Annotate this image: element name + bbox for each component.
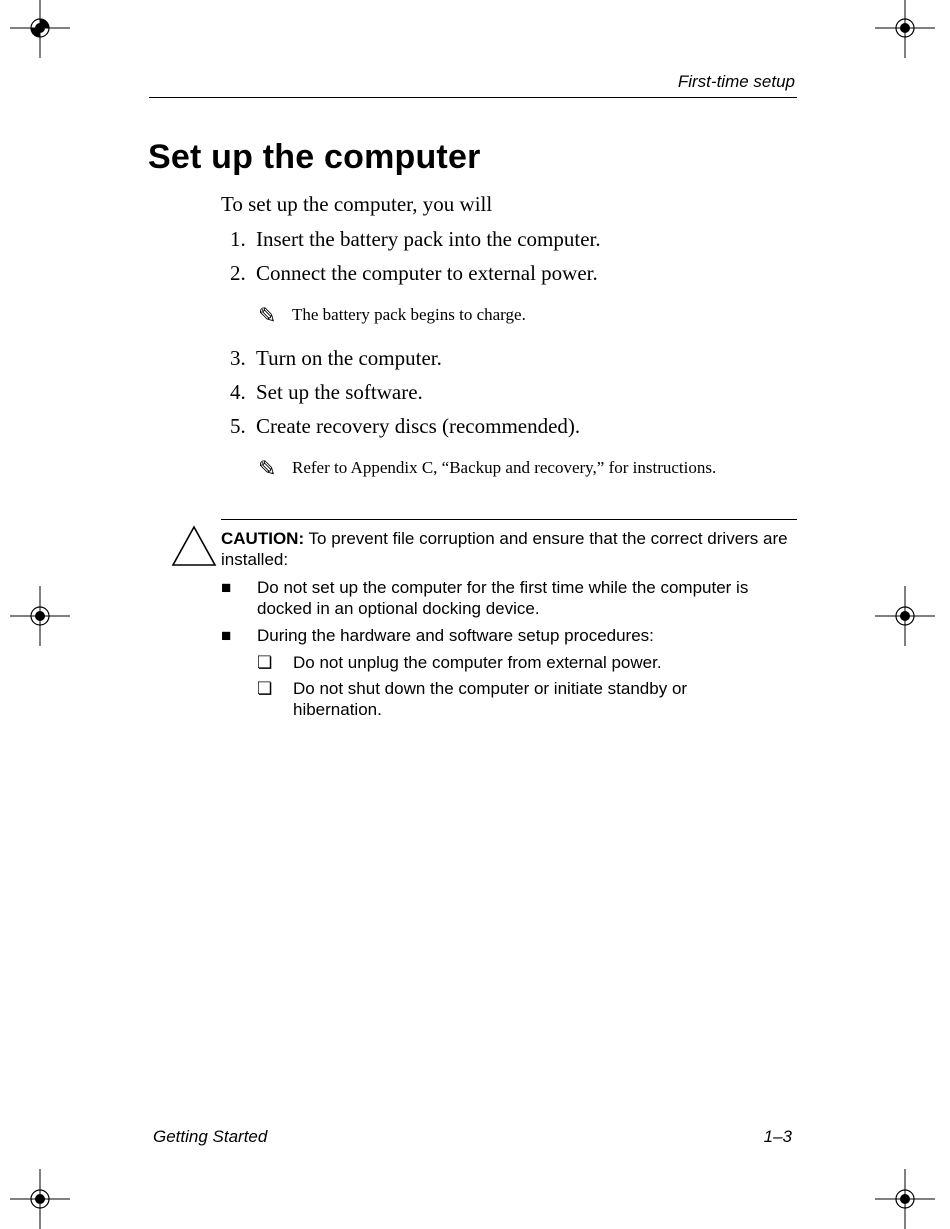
page-number: 1–3 [763, 1127, 792, 1146]
list-item [230, 380, 423, 405]
note [258, 456, 716, 482]
caution-text [221, 528, 791, 570]
caution-sub-bullet [257, 652, 697, 673]
intro-text: To set up the computer, you will [221, 192, 493, 216]
step-text: Set up the software. [256, 380, 423, 404]
bullet-text: Do not unplug the computer from external power. [293, 653, 662, 672]
registration-mark-icon [875, 0, 935, 58]
pencil-note-icon: ✎ [258, 303, 277, 328]
bullet-text: Do not shut down the computer or initiate standby or hibernation. [293, 679, 688, 719]
step-number: 4. [230, 380, 246, 404]
list-item [230, 346, 442, 371]
caution-rule [221, 519, 797, 520]
note-text: Refer to Appendix C, “Backup and recovery,” for instructions. [292, 458, 717, 477]
step-text: Insert the battery pack into the computer. [256, 227, 601, 251]
bullet-text: Do not set up the computer for the first time while the computer is docked in an optional docking device. [257, 578, 749, 618]
caution-triangle-icon [170, 524, 218, 568]
step-number: 1. [230, 227, 246, 251]
registration-mark-icon [875, 586, 935, 646]
registration-mark-icon [10, 1169, 70, 1229]
note-text: The battery pack begins to charge. [292, 305, 526, 324]
step-text: Turn on the computer. [256, 346, 442, 370]
caution-label: CAUTION: [221, 529, 305, 548]
list-item [230, 227, 601, 252]
step-number: 5. [230, 414, 246, 438]
page-title: Set up the computer [148, 138, 481, 176]
bullet-text: During the hardware and software setup procedures: [257, 626, 654, 645]
step-text: Connect the computer to external power. [256, 261, 598, 285]
registration-mark-icon [10, 0, 70, 58]
note [258, 303, 526, 329]
caution-sub-bullet [257, 678, 697, 720]
caution-bullet [221, 577, 781, 619]
step-number: 2. [230, 261, 246, 285]
box-bullet-icon: ❏ [257, 653, 273, 672]
registration-mark-icon [875, 1169, 935, 1229]
footer-title: Getting Started [153, 1127, 268, 1146]
step-number: 3. [230, 346, 246, 370]
running-header: First-time setup [677, 72, 795, 91]
caution-body: To prevent file corruption and ensure that the correct drivers are installed: [221, 529, 788, 569]
pencil-note-icon: ✎ [258, 456, 277, 481]
step-text: Create recovery discs (recommended). [256, 414, 581, 438]
caution-bullet [221, 625, 781, 646]
box-bullet-icon: ❏ [257, 679, 273, 698]
square-bullet-icon: ■ [221, 578, 232, 597]
registration-mark-icon [10, 586, 70, 646]
list-item [230, 261, 598, 286]
list-item [230, 414, 580, 439]
square-bullet-icon: ■ [221, 626, 232, 645]
header-rule [149, 97, 797, 98]
